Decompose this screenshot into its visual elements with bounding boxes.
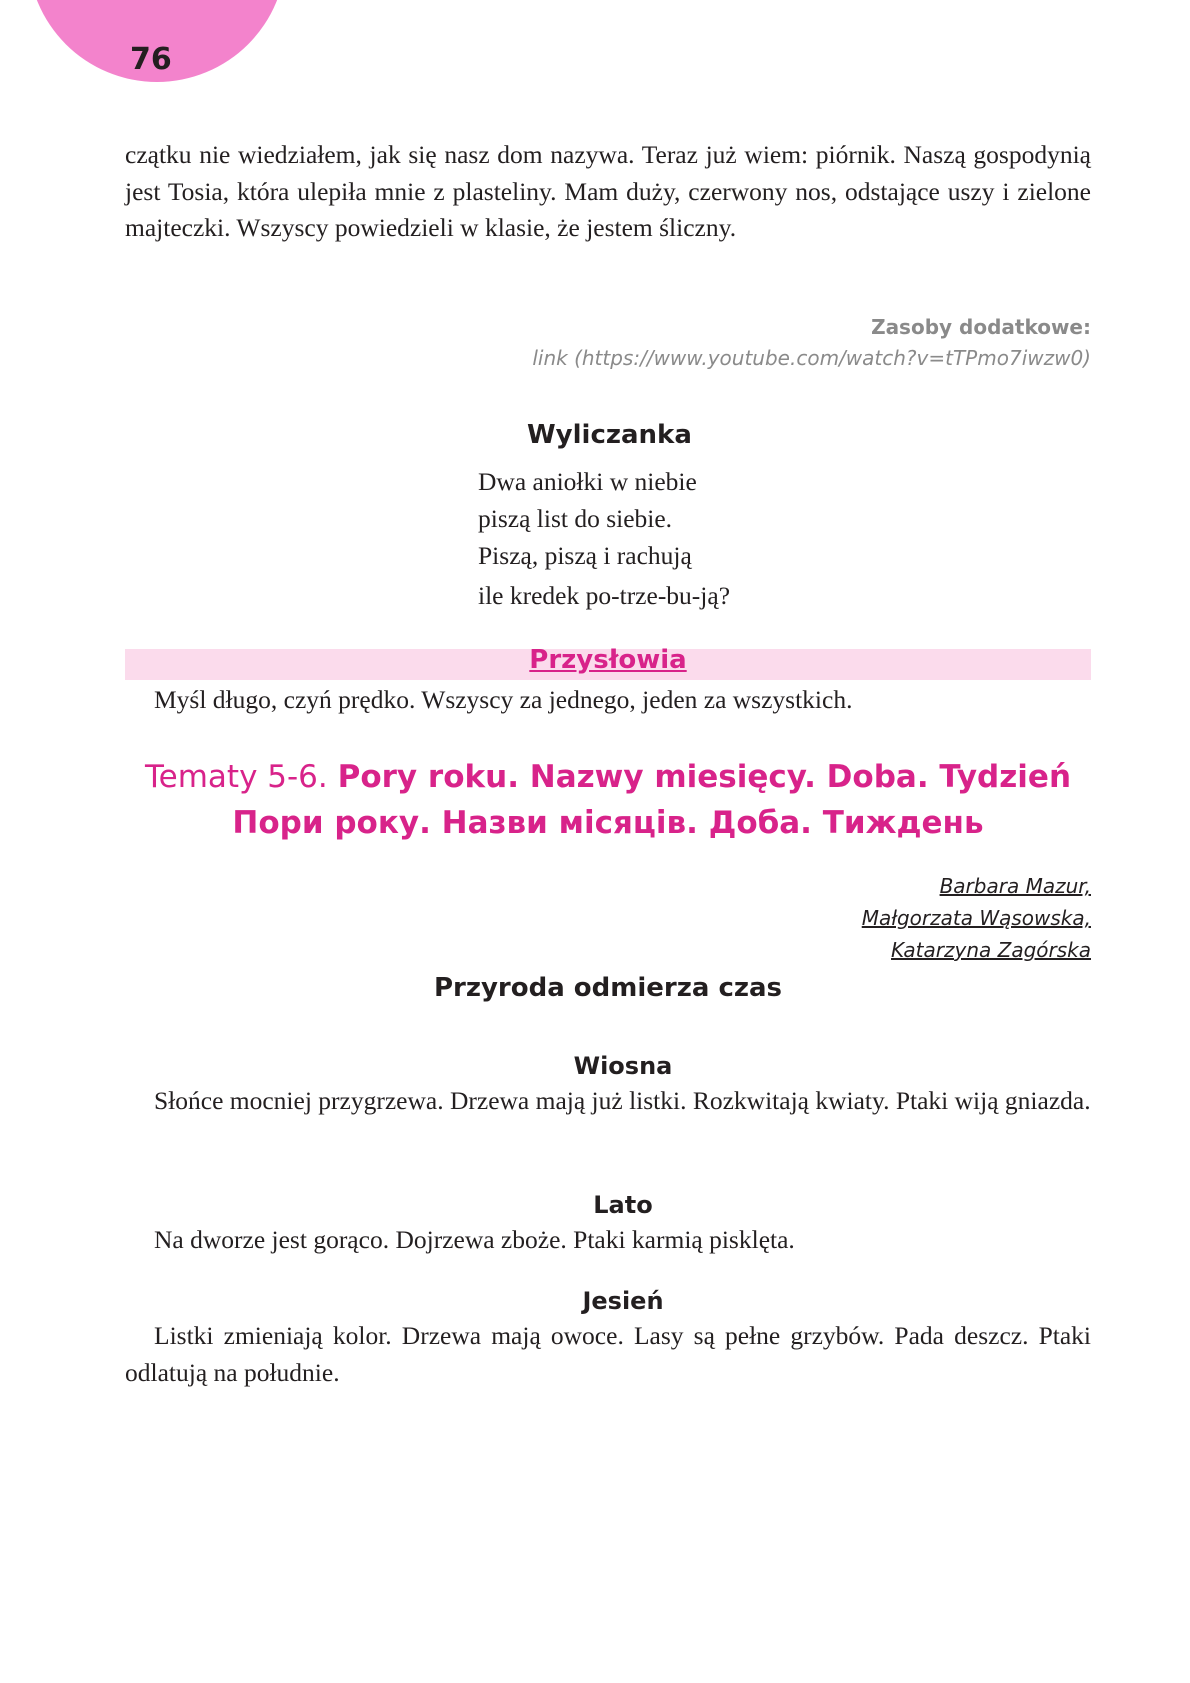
author-name: Małgorzata Wąsowska,	[861, 906, 1091, 930]
season-heading-wiosna: Wiosna	[573, 1052, 673, 1080]
topic-title-pl: Pory roku. Nazwy miesięcy. Doba. Tydzień	[337, 759, 1072, 795]
author-name: Katarzyna Zagórska	[891, 938, 1091, 962]
topic-title-ukrainian: Пори року. Назви місяців. Доба. Тиждень	[232, 805, 984, 841]
season-text-lato: Na dworze jest gorąco. Dojrzewa zboże. Ptaki karmią pisklęta.	[154, 1225, 795, 1254]
poem-line: Piszą, piszą i rachują	[478, 541, 692, 570]
author-name: Barbara Mazur,	[939, 874, 1091, 898]
season-text-wiosna: Słońce mocniej przygrzewa. Drzewa mają już listki. Rozkwitają kwiaty. Ptaki wiją gniazda.	[154, 1086, 1091, 1115]
poem	[478, 463, 730, 614]
season-heading-lato: Lato	[593, 1191, 653, 1219]
poem-title: Wyliczanka	[527, 420, 692, 450]
proverbs-text: Myśl długo, czyń prędko. Wszyscy za jednego, jeden za wszystkich.	[154, 685, 853, 714]
reading-title: Przyroda odmierza czas	[433, 973, 783, 1003]
season-text-jesien: Listki zmieniają kolor. Drzewa mają owoce. Lasy są pełne grzybów. Pada deszcz. Ptaki odlatują na południe.	[125, 1321, 1091, 1387]
authors	[862, 870, 1091, 966]
season-heading-jesien: Jesień	[582, 1287, 664, 1315]
resources-link[interactable]: link (https://www.youtube.com/watch?v=tTPmo7iwzw0)	[532, 346, 1091, 370]
poem-line: piszą list do siebie.	[478, 504, 673, 533]
topic-title-polish	[125, 759, 1091, 795]
topic-prefix: Tematy 5-6.	[144, 759, 328, 795]
page-number: 76	[130, 42, 172, 77]
poem-line: ile kredek po-trze-bu-ją?	[478, 581, 731, 610]
poem-line: Dwa aniołki w niebie	[478, 467, 697, 496]
resources-label: Zasoby dodatkowe:	[871, 315, 1091, 339]
intro-paragraph: czątku nie wiedziałem, jak się nasz dom nazywa. Teraz już wiem: piórnik. Naszą gospodynią jest Tosia, która ulepiła mnie z plasteliny. Mam duży, czerwony nos, odstające uszy i zielone majteczki. Wszyscy powiedzieli w klasie, że jestem śliczny.	[125, 140, 1091, 242]
proverbs-heading: Przysłowia	[529, 645, 687, 675]
